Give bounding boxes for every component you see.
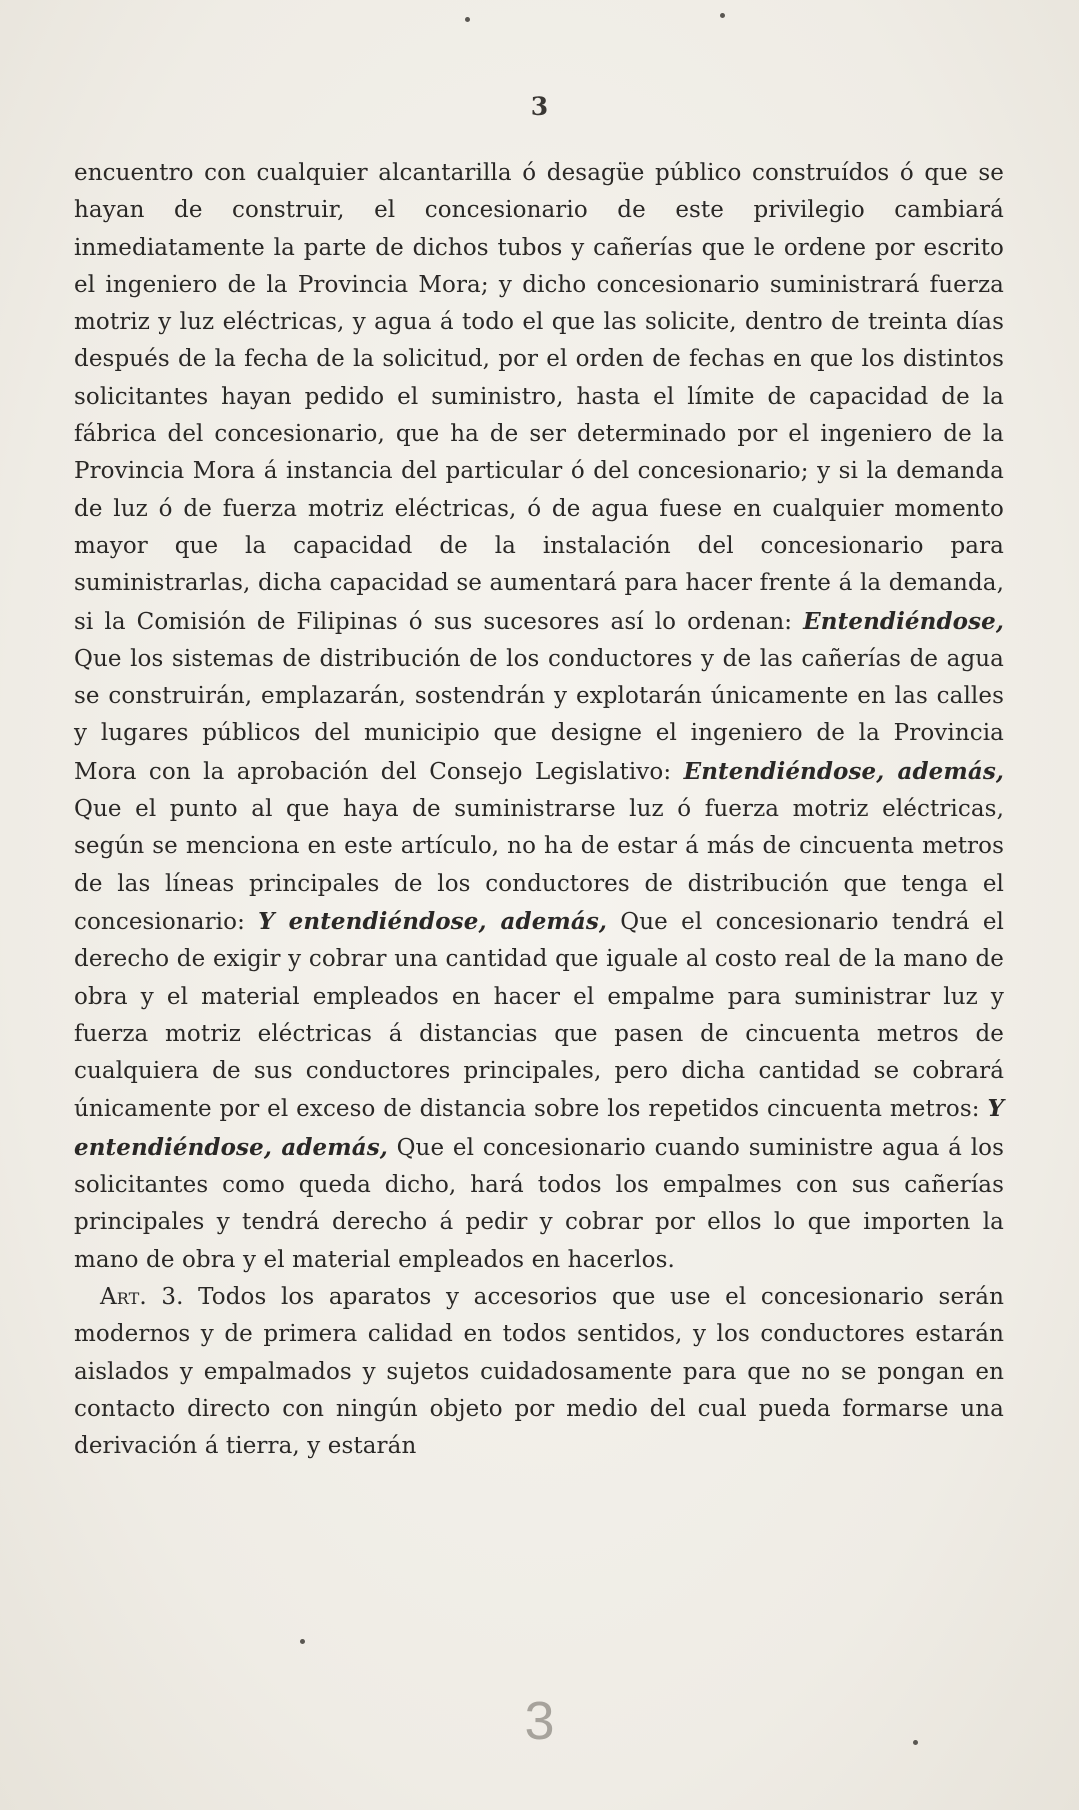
page-number: 3: [530, 92, 549, 121]
article-paragraph: [74, 1279, 1004, 1465]
proviso-phrase: Y entendiéndose, además,: [74, 1095, 1004, 1161]
proviso-phrase: Entendiéndose, además,: [683, 757, 1004, 785]
continued-paragraph: [74, 155, 1004, 1279]
proviso-phrase: Y entendiéndose, además,: [258, 907, 608, 935]
paragraph-text: Que los sistemas de distribución de los conductores y de las cañerías de agua se construirán, emplazarán, sostendrán y explotarán únicamente en las calles y lugares públicos del municipio que designe el ingeniero de la Provincia Mora con la aprobación del Consejo Legislativo:: [74, 645, 1004, 785]
ink-speck: [720, 13, 725, 18]
body-text: [74, 155, 1004, 1465]
folio-number: 3: [524, 1691, 555, 1751]
article-heading: Art. 3.: [100, 1283, 184, 1310]
paragraph-text: Todos los aparatos y accesorios que use el concesionario serán modernos y de primera calidad en todos sentidos, y los conductores estarán aislados y empalmados y sujetos cuidadosamente para que no se pongan en contacto directo con ningún objeto por medio del cual pueda formarse una derivación á tierra, y estarán: [74, 1283, 1004, 1460]
ink-speck: [300, 1639, 305, 1644]
ink-speck: [465, 17, 470, 22]
paragraph-text: encuentro con cualquier alcantarilla ó desagüe público construídos ó que se hayan de construir, el concesionario de este privilegio cambiará inmediatamente la parte de dichos tubos y cañerías que le ordene por escrito el ingeniero de la Provincia Mora; y dicho concesionario suministrará fuerza motriz y luz eléctricas, y agua á todo el que las solicite, dentro de treinta días después de la fecha de la solicitud, por el orden de fechas en que los distintos solicitantes hayan pedido el suministro, hasta el límite de capacidad de la fábrica del concesionario, que ha de ser determinado por el ingeniero de la Provincia Mora á instancia del particular ó del concesionario; y si la demanda de luz ó de fuerza motriz eléctricas, ó de agua fuese en cualquier momento mayor que la capacidad de la instalación del concesionario para suministrarlas, dicha capacidad se aumentará para hacer frente á la demanda, si la Comisión de Filipinas ó sus sucesores así lo ordenan:: [74, 160, 1004, 635]
paragraph-text: Que el concesionario cuando suministre agua á los solicitantes como queda dicho, hará todos los empalmes con sus cañerías principales y tendrá derecho á pedir y cobrar por ellos lo que importen la mano de obra y el material empleados en hacerlos.: [74, 1134, 1005, 1273]
paragraph-text: Que el punto al que haya de suministrarse luz ó fuerza motriz eléctricas, según se menciona en este artículo, no ha de estar á más de cincuenta metros de las líneas principales de los conductores de distribución que tenga el concesionario:: [74, 796, 1004, 935]
proviso-phrase: Entendiéndose,: [803, 607, 1004, 635]
paragraph-text: Que el concesionario tendrá el derecho de exigir y cobrar una cantidad que iguale al costo real de la mano de obra y el material empleados en hacer el empalme para suministrar luz y fuerza motriz eléctricas á distancias que pasen de cincuenta metros de cualquiera de sus conductores principales, pero dicha cantidad se cobrará únicamente por el exceso de distancia sobre los repetidos cincuenta metros:: [74, 908, 1005, 1123]
